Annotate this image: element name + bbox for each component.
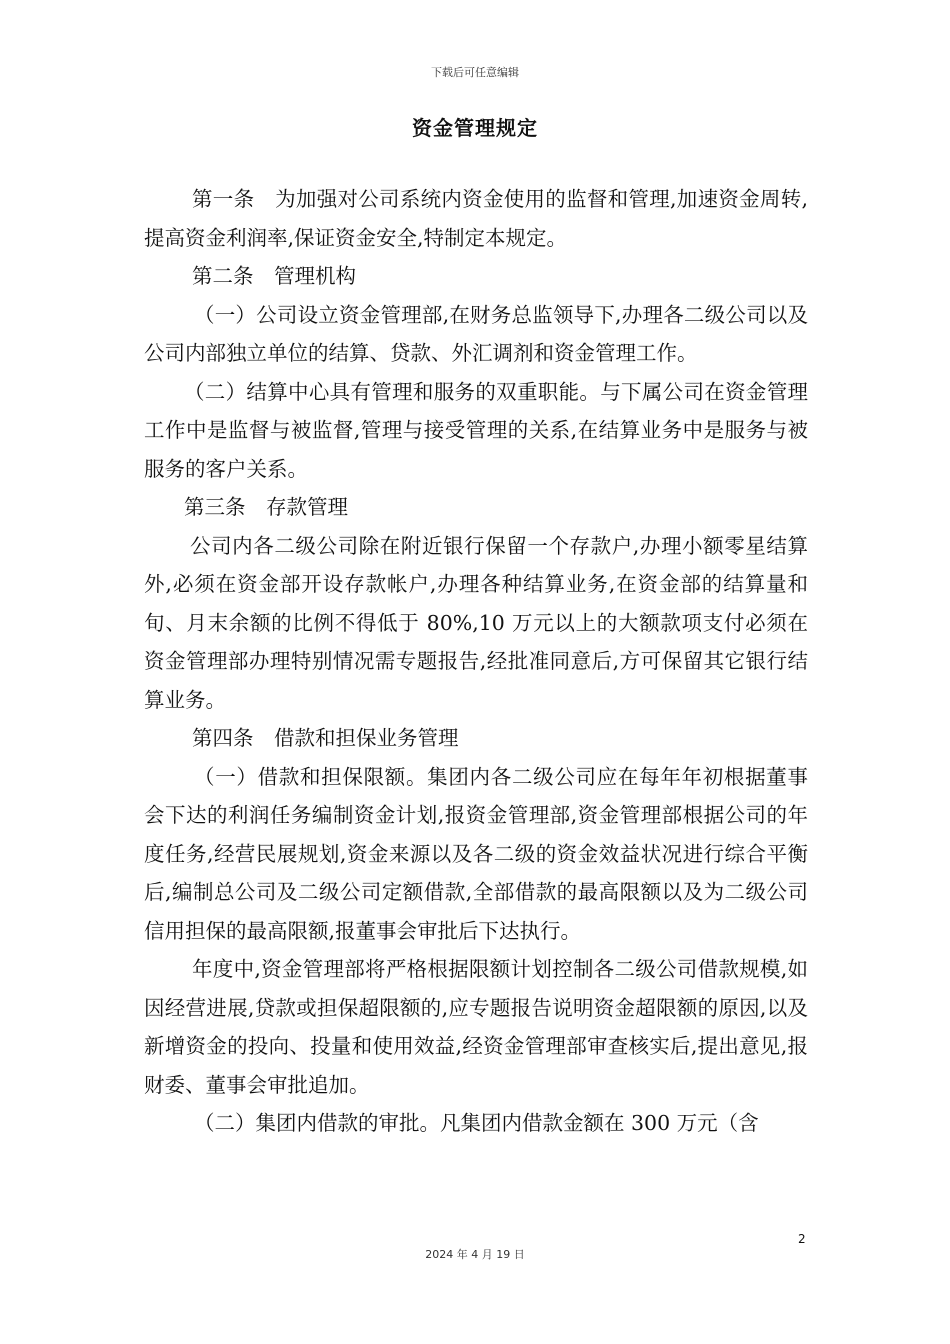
paragraph: 第二条 管理机构 bbox=[192, 264, 356, 288]
page-footer-date: 2024 年 4 月 19 日 bbox=[425, 1248, 525, 1261]
paragraph: 第四条 借款和担保业务管理 bbox=[192, 726, 459, 750]
page-header: 下载后可任意编辑 bbox=[431, 66, 519, 79]
paragraph: （一）借款和担保限额。集团内各二级公司应在每年年初根据董事会下达的利润任务编制资金计划,报资金管理部,资金管理部根据公司的年度任务,经营民展规划,资金来源以及各二级的资金效益状况进行综合平衡后,编制总公司及二级公司定额借款,全部借款的最高限额以及为二级公司信用担保的最高限额,报董事会审批后下达执行。 bbox=[144, 764, 808, 943]
paragraph: 年度中,资金管理部将严格根据限额计划控制各二级公司借款规模,如因经营进展,贷款或担保超限额的,应专题报告说明资金超限额的原因,以及新增资金的投向、投量和使用效益,经资金管理部审查核实后,提出意见,报财委、董事会审批追加。 bbox=[144, 957, 808, 1097]
paragraph: 第三条 存款管理 bbox=[184, 495, 348, 519]
document-body bbox=[144, 180, 808, 1143]
paragraph: （一）公司设立资金管理部,在财务总监领导下,办理各二级公司以及公司内部独立单位的结算、贷款、外汇调剂和资金管理工作。 bbox=[144, 302, 808, 365]
paragraph: （二）结算中心具有管理和服务的双重职能。与下属公司在资金管理工作中是监督与被监督,管理与接受管理的关系,在结算业务中是服务与被服务的客户关系。 bbox=[144, 379, 808, 481]
document-title: 资金管理规定 bbox=[412, 116, 538, 140]
page-number: 2 bbox=[798, 1232, 806, 1246]
paragraph: 第一条 为加强对公司系统内资金使用的监督和管理,加速资金周转,提高资金利润率,保证资金安全,特制定本规定。 bbox=[144, 187, 808, 250]
paragraph: 公司内各二级公司除在附近银行保留一个存款户,办理小额零星结算外,必须在资金部开设存款帐户,办理各种结算业务,在资金部的结算量和旬、月末余额的比例不得低于 80%,10 万元以上的大额款项支付必须在资金管理部办理特别情况需专题报告,经批准同意后,方可保留其它银行结算业务。 bbox=[144, 533, 808, 712]
paragraph: （二）集团内借款的审批。凡集团内借款金额在 300 万元（含 bbox=[194, 1111, 759, 1135]
